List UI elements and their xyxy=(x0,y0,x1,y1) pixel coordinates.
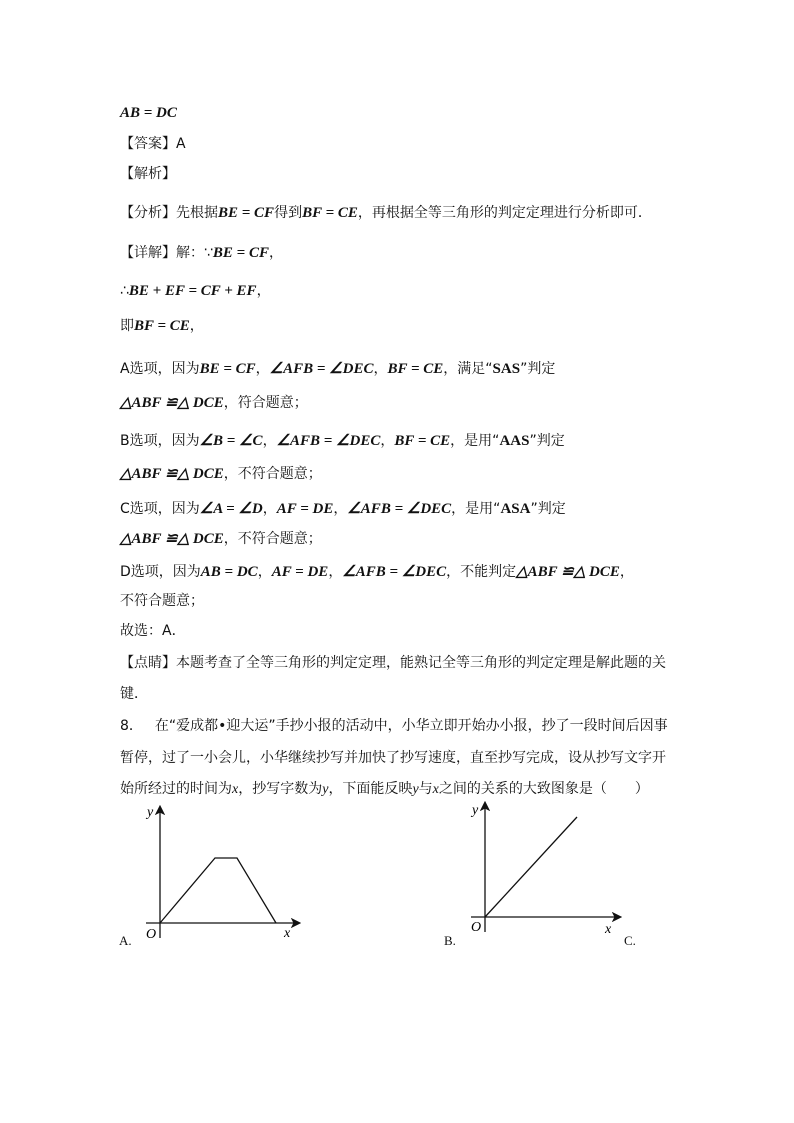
option-a-line-2 xyxy=(120,393,308,413)
option-d-line-1 xyxy=(120,562,634,582)
option-a-text-4: ，符合题意； xyxy=(223,395,308,411)
option-b-line-1 xyxy=(120,431,565,451)
option-d-text-3: ， xyxy=(619,564,634,580)
dianjing-line-1 xyxy=(120,653,666,673)
question-number: 8． xyxy=(120,718,143,734)
analysis-label: 【解析】 xyxy=(120,166,176,182)
graph-b-x-label: x xyxy=(605,922,612,937)
option-d-line-2 xyxy=(120,591,204,611)
question-8-line-1 xyxy=(120,716,668,736)
option-b-sep-2: ， xyxy=(380,433,395,449)
option-d-text-4: 不符合题意； xyxy=(120,593,204,609)
question-8-text-3c: ，下面能反映 xyxy=(328,781,413,797)
therefore-symbol: ∴ xyxy=(120,283,129,299)
option-c-text-2: ，是用“ xyxy=(451,501,501,517)
option-c-math-2: AF = DE xyxy=(276,501,334,517)
option-c-line-1 xyxy=(120,499,566,519)
option-b-tag: B. xyxy=(444,933,456,948)
xiangjie-math-1: BE = CF xyxy=(212,245,269,261)
graph-b-origin: O xyxy=(471,920,482,935)
option-a-math-3: BF = CE xyxy=(387,361,444,377)
equation-ab-dc xyxy=(120,103,177,123)
analysis-heading xyxy=(120,164,176,184)
question-8-line-2 xyxy=(120,748,666,768)
graph-b xyxy=(435,800,635,950)
step-2-line xyxy=(120,281,271,301)
option-d-sep-2: ， xyxy=(328,564,343,580)
option-d-text-1: D选项，因为 xyxy=(120,564,201,580)
dianjing-text-1: 本题考查了全等三角形的判定定理，能熟记全等三角形的判定定理是解此题的关 xyxy=(176,655,666,671)
fenxi-label: 【分析】 xyxy=(120,205,176,221)
xiangjie-text-2: ， xyxy=(269,245,283,261)
xiangjie-line xyxy=(120,243,283,263)
step-3-line xyxy=(120,316,204,336)
question-8-text-3b: ，抄写字数为 xyxy=(238,781,323,797)
var-y: y xyxy=(322,782,329,797)
step-2-math: BE + EF = CF + EF xyxy=(128,283,257,299)
fenxi-text-3: ，再根据全等三角形的判定定理进行分析即可． xyxy=(357,205,652,221)
answer-line xyxy=(120,134,186,154)
option-c-text-1: C选项，因为 xyxy=(120,501,200,517)
question-8-line-3 xyxy=(120,779,649,800)
question-8-text-3e: 之间的关系的大致图象是（ ） xyxy=(438,781,649,797)
conclusion-text: 故选：A． xyxy=(120,623,186,639)
option-d-sep-1: ， xyxy=(257,564,272,580)
option-c-text-3: ”判定 xyxy=(530,501,566,517)
option-a-line-1 xyxy=(120,359,555,379)
option-a-congruence: △ABF ≌△ DCE xyxy=(120,395,224,411)
step-3-text-2: ， xyxy=(189,318,204,334)
option-a-text-2: ，满足“ xyxy=(443,361,493,377)
fenxi-math-1: BE = CF xyxy=(218,205,275,221)
option-a-tag: A. xyxy=(119,933,132,948)
graph-a-curve xyxy=(160,858,276,923)
option-c-criterion: ASA xyxy=(500,501,531,517)
option-b-text-4: ，不符合题意； xyxy=(223,466,322,482)
option-d-math-1: AB = DC xyxy=(200,564,258,580)
var-x: x xyxy=(232,782,239,797)
graph-b-y-label: y xyxy=(472,803,479,818)
step-2-text: ， xyxy=(256,283,271,299)
option-d-congruence: △ABF ≌△ DCE xyxy=(516,564,620,580)
question-8-text-3a: 始所经过的时间为 xyxy=(120,781,232,797)
question-8-text-2: 暂停，过了一小会儿，小华继续抄写并加快了抄写速度，直至抄写完成，设从抄写文字开 xyxy=(120,750,666,766)
fenxi-text-1: 先根据 xyxy=(176,205,218,221)
option-b-line-2 xyxy=(120,464,322,484)
option-d-text-2: ，不能判定 xyxy=(446,564,517,580)
fenxi-text-2: 得到 xyxy=(274,205,303,221)
option-b-math-1: ∠B = ∠C xyxy=(199,433,263,449)
option-b-text-1: B选项，因为 xyxy=(120,433,200,449)
option-d-math-2: AF = DE xyxy=(271,564,329,580)
option-c-sep-1: ， xyxy=(262,501,277,517)
option-a-math-1: BE = CF xyxy=(199,361,256,377)
xiangjie-label: 【详解】 xyxy=(120,245,176,261)
option-c-math-1: ∠A = ∠D xyxy=(199,501,263,517)
option-a-text-3: ”判定 xyxy=(520,361,556,377)
question-8-text-3d: 与 xyxy=(418,781,433,797)
option-a-criterion: SAS xyxy=(492,361,521,377)
option-c-math-3: ∠AFB = ∠DEC xyxy=(347,501,452,517)
step-3-math: BF = CE xyxy=(134,318,190,334)
option-b-text-2: ，是用“ xyxy=(450,433,500,449)
question-8-text-1: 在“爱成都•迎大运”手抄小报的活动中，小华立即开始办小报，抄了一段时间后因事 xyxy=(154,718,668,734)
conclusion-line xyxy=(120,621,186,641)
var-x-2: x xyxy=(432,782,439,797)
option-c-tag: C. xyxy=(624,933,636,948)
graph-a-origin: O xyxy=(146,927,157,942)
option-c-text-4: ，不符合题意； xyxy=(223,531,322,547)
step-3-text-1: 即 xyxy=(120,318,134,334)
option-c-sep-2: ， xyxy=(333,501,348,517)
xiangjie-text-1: 解： xyxy=(176,245,204,261)
option-b-math-2: ∠AFB = ∠DEC xyxy=(276,433,381,449)
fenxi-math-2: BF = CE xyxy=(302,205,358,221)
option-d-math-3: ∠AFB = ∠DEC xyxy=(342,564,447,580)
option-a-text-1: A选项，因为 xyxy=(120,361,200,377)
option-a-math-2: ∠AFB = ∠DEC xyxy=(269,361,374,377)
option-a-sep-1: ， xyxy=(255,361,270,377)
graph-a-y-label: y xyxy=(147,805,154,820)
dianjing-line-2 xyxy=(120,684,148,704)
graph-b-curve xyxy=(485,817,577,917)
because-symbol: ∵ xyxy=(204,245,213,261)
option-b-congruence: △ABF ≌△ DCE xyxy=(120,466,224,482)
graph-a xyxy=(110,800,310,950)
graph-a-x-label: x xyxy=(284,926,291,941)
answer-value: A xyxy=(176,136,186,152)
math-ab-eq-dc: AB = DC xyxy=(120,105,177,121)
option-b-criterion: AAS xyxy=(499,433,530,449)
fenxi-line xyxy=(120,203,652,223)
option-a-sep-2: ， xyxy=(373,361,388,377)
option-b-math-3: BF = CE xyxy=(394,433,451,449)
answer-label: 【答案】 xyxy=(120,136,176,152)
option-b-sep-1: ， xyxy=(262,433,277,449)
dianjing-label: 【点睛】 xyxy=(120,655,176,671)
dianjing-text-2: 键． xyxy=(120,686,148,702)
option-c-line-2 xyxy=(120,529,322,549)
var-y-2: y xyxy=(412,782,419,797)
option-c-congruence: △ABF ≌△ DCE xyxy=(120,531,224,547)
option-b-text-3: ”判定 xyxy=(529,433,565,449)
